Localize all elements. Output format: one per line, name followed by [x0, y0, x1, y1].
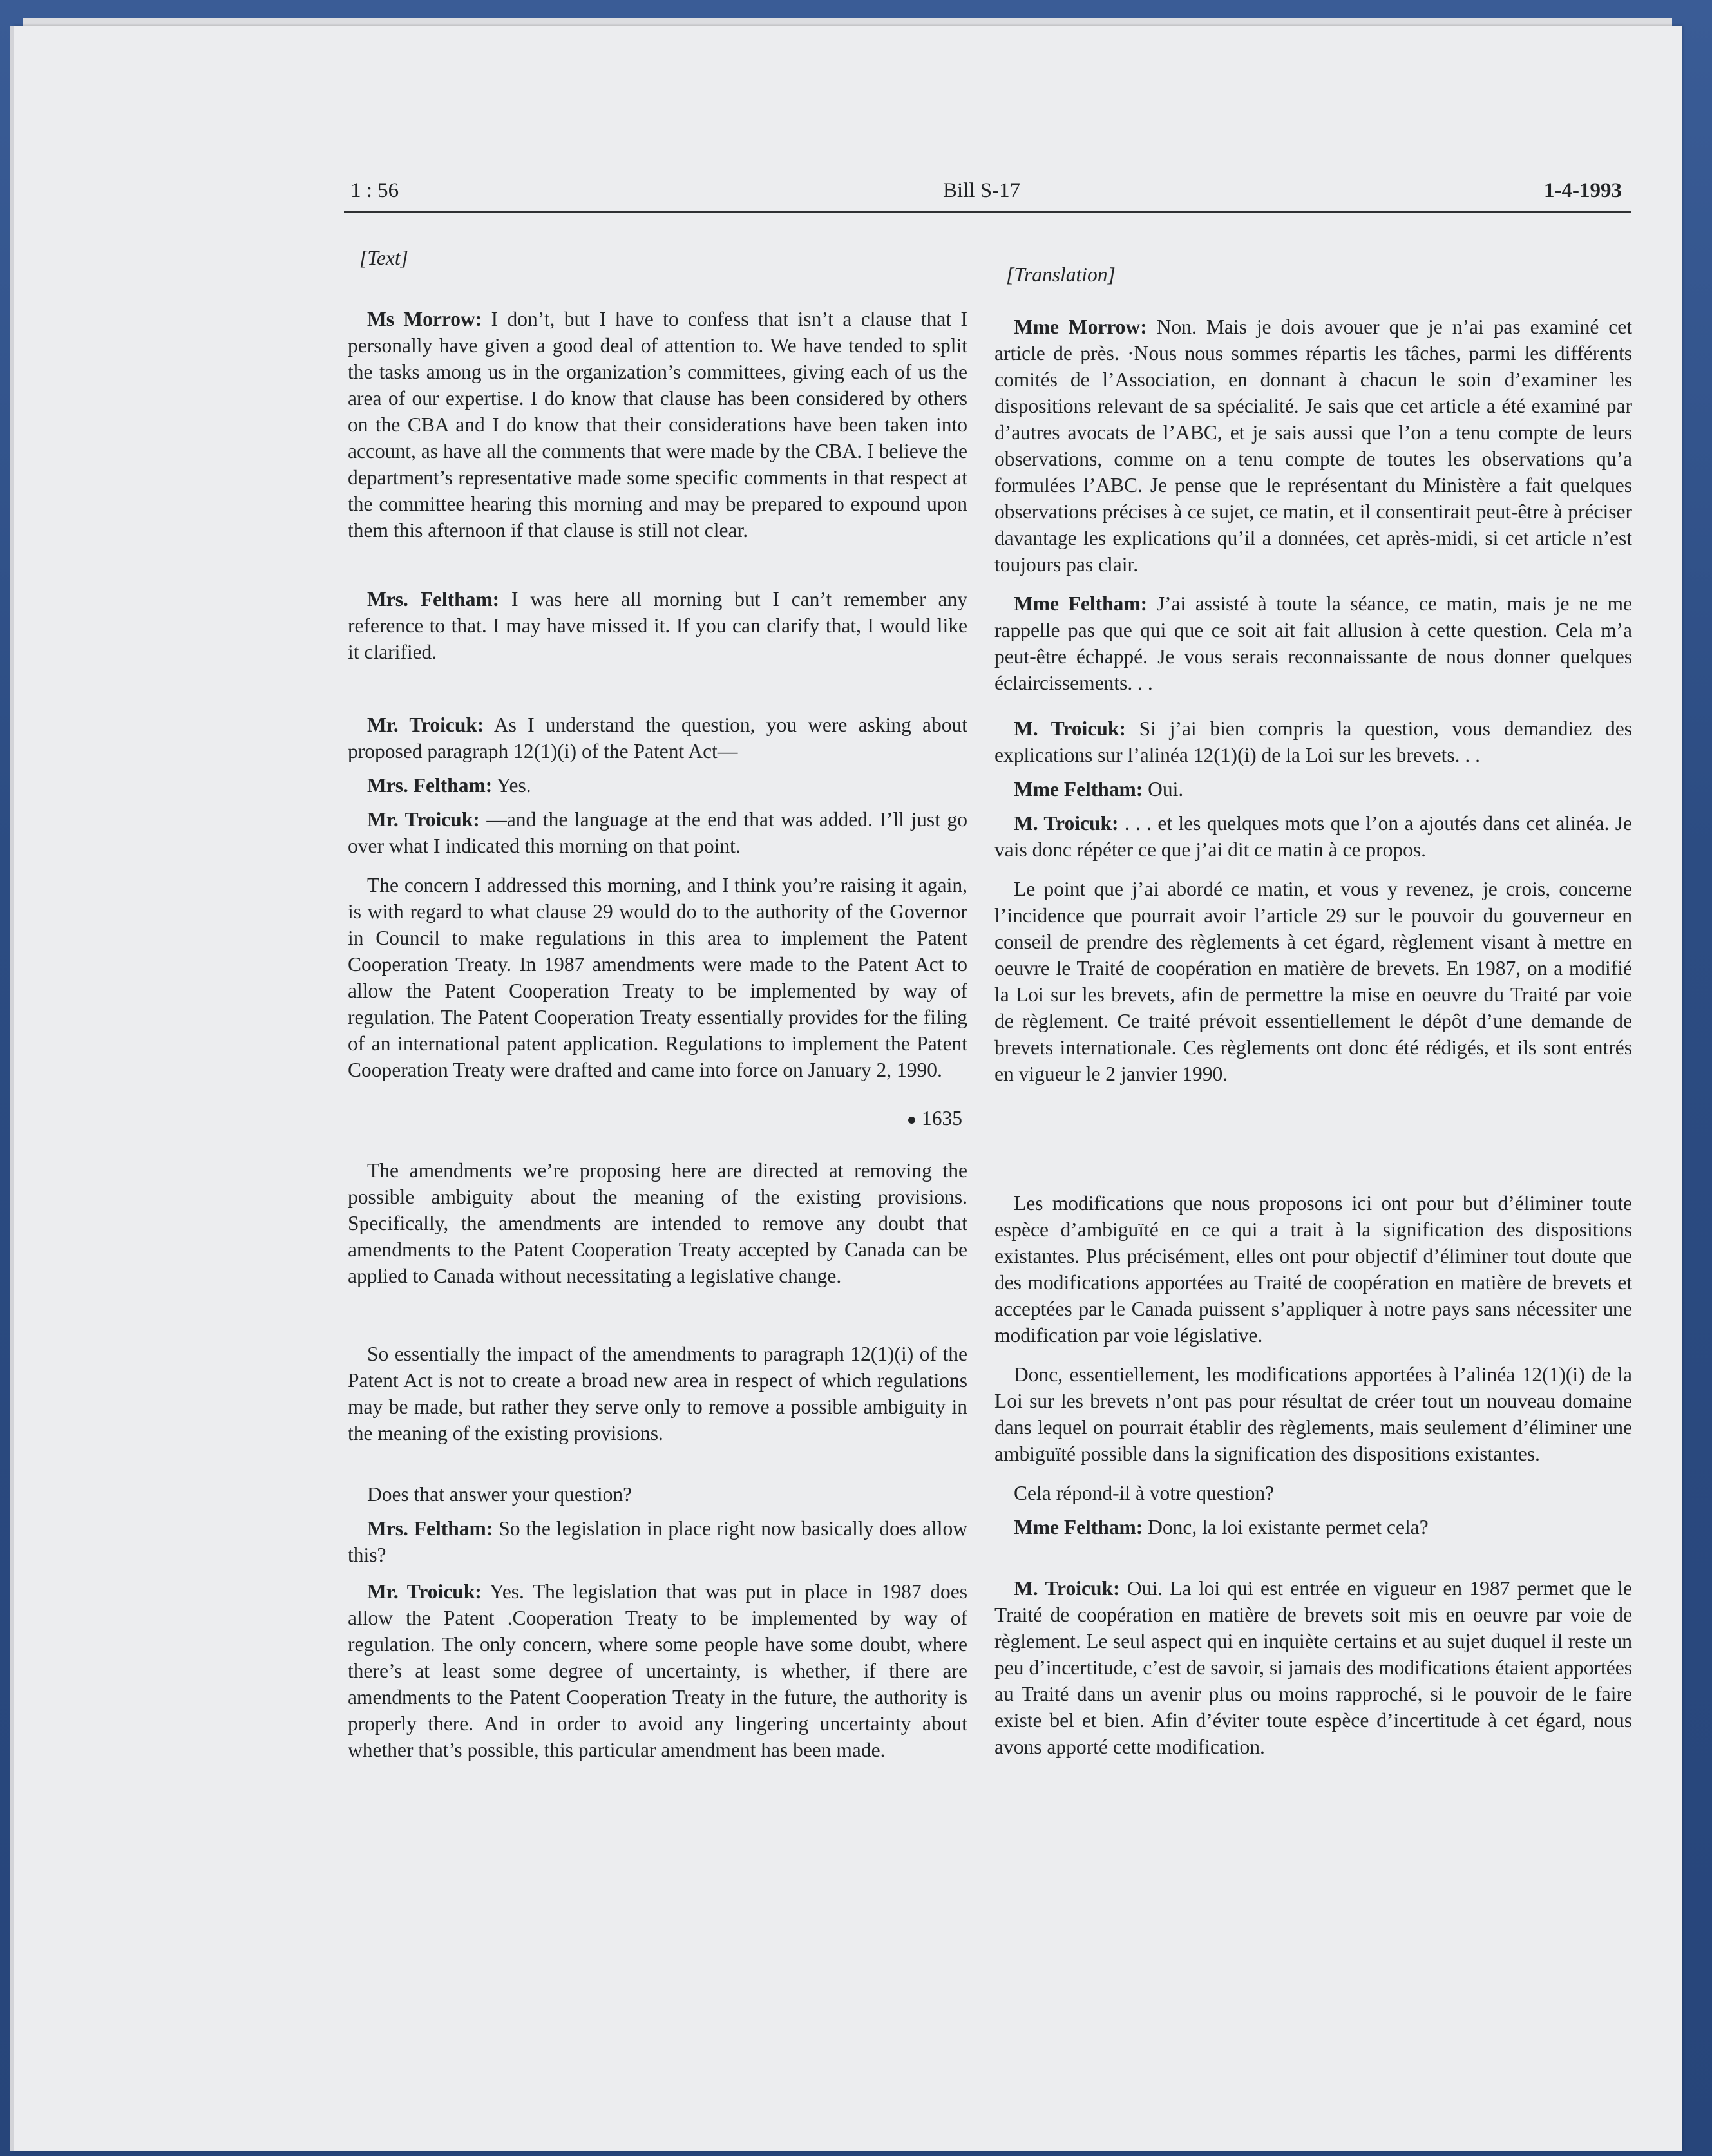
speech-text: . . . et les quelques mots que l’on a ajoutés dans cet alinéa. Je vais donc répéter ce que j’ai dit ce matin à ce propos.	[994, 812, 1632, 861]
paragraph	[994, 591, 1632, 696]
speaker-name: Mme Feltham:	[1014, 1516, 1143, 1538]
paragraph	[348, 306, 967, 544]
speech-text: Les modifications que nous proposons ici ont pour but d’éliminer toute espèce d’ambiguïté en ce qui a trait à la signification des dispositions existantes. Plus précisément, elles ont pour objectif d’éliminer tout doute que des modifications apportées au Traité de coopération en matière de brevets et acceptées par le Canada puissent s’appliquer à notre pays sans nécessiter une modification par voie législative.	[994, 1192, 1632, 1347]
speech-text: Le point que j’ai abordé ce matin, et vous y revenez, je crois, concerne l’incidence que pourrait avoir l’article 29 sur le pouvoir du gouverneur en conseil de prendre des règlements à cet égard, règlement visant à mettre en oeuvre le Traité de coopération en matière de brevets. En 1987, on a modifié la Loi sur les brevets, afin de permettre la mise en oeuvre du Traité par voie de règlement. Ce traité prévoit essentiellement le dépôt d’une demande de brevets internationale. Ces règlements ont donc été rédigés, et ils sont entrés en vigueur le 2 janvier 1990.	[994, 878, 1632, 1085]
speech-text: J’ai assisté à toute la séance, ce matin, mais je ne me rappelle pas que qui que ce soit ait fait allusion à cette question. Cela m’a peut-être échappé. Je vous serais reconnaissante de nous donner quelques éclaircissements. . .	[994, 592, 1632, 694]
translation-label: [Translation]	[1006, 263, 1116, 286]
speech-text: Yes. The legislation that was put in place in 1987 does allow the Patent .Cooperation Treaty to be implemented by way of regulation. The only concern, where some people have some doubt, where there’s at least some degree of uncertainty, is whether, if there are amendments to the Patent Cooperation Treaty in the future, the authority is properly there. And in order to avoid any lingering uncertainty about whether that’s possible, this particular amendment has been made.	[348, 1580, 967, 1761]
paragraph	[348, 772, 967, 799]
paragraph	[348, 1341, 967, 1446]
text-label: [Text]	[359, 247, 408, 269]
document-page	[14, 26, 1682, 2151]
speech-text: The concern I addressed this morning, and I think you’re raising it again, is with regard to what clause 29 would do to the authority of the Governor in Council to make regulations in this area to implement the Patent Cooperation Treaty. In 1987 amendments were made to the Patent Act to allow the Patent Cooperation Treaty to be implemented by way of regulation. The Patent Cooperation Treaty essentially provides for the filing of an international patent application. Regulations to implement the Patent Cooperation Treaty were drafted and came into force on January 2, 1990.	[348, 874, 967, 1081]
speech-text: As I understand the question, you were asking about proposed paragraph 12(1)(i) of the Patent Act—	[348, 714, 967, 762]
paragraph	[348, 586, 967, 665]
speech-text: Yes.	[492, 774, 531, 797]
speech-text: So the legislation in place right now basically does allow this?	[348, 1517, 967, 1566]
speaker-name: Mrs. Feltham:	[367, 1517, 493, 1540]
speech-text: Oui. La loi qui est entrée en vigueur en 1987 permet que le Traité de coopération en matière de brevets soit mis en oeuvre par voie de règlement. Le seul aspect qui en inquiète certains et au sujet duquel il reste un peu d’incertitude, c’est de savoir, si jamais des modifications étaient apportées au Traité dans un avenir plus ou moins rapproché, si le pouvoir de le faire existe bel et bien. Afin d’éviter toute espèce d’incertitude à cet égard, nous avons apporté cette modification.	[994, 1577, 1633, 1758]
speech-text: So essentially the impact of the amendments to paragraph 12(1)(i) of the Patent Act is not to create a broad new area in respect of which regulations may be made, but rather they serve only to remove a possible ambiguity in the meaning of the existing provisions.	[348, 1343, 967, 1444]
paragraph	[994, 1575, 1632, 1760]
paragraph	[348, 1515, 967, 1568]
page-number: 1 : 56	[350, 179, 399, 202]
speaker-name: Mrs. Feltham:	[367, 774, 493, 797]
paragraph	[994, 776, 1632, 802]
speaker-name: M. Troicuk:	[1014, 717, 1126, 740]
speaker-name: Mrs. Feltham:	[367, 588, 500, 610]
speech-text: Non. Mais je dois avouer que je n’ai pas examiné cet article de près. ·Nous nous sommes répartis les tâches, parmi les différents comités de l’Association, en donnant à chacun le soin d’examiner les dispositions relevant de sa spécialité. Je sais que cet article a été examiné par d’autres avocats de l’ABC, et je sais aussi que l’on a tenu compte de leurs observations, comme on a tenu compte de toutes les observations qu’a formulées l’ABC. Je pense que le représentant du Ministère a fait quelques observations précises à ce sujet, ce matin, et il consentirait peut-être à préciser davantage les explications qu’il a données, cet après-midi, si cet article n’est toujours pas clair.	[994, 316, 1632, 576]
speech-text: Donc, essentiellement, les modifications apportées à l’alinéa 12(1)(i) de la Loi sur les brevets n’ont pas pour résultat de créer tout un nouveau domaine dans lequel on pourrait établir des règlements, mais seulement d’éliminer une ambiguïté possible dans la signification des dispositions existantes.	[994, 1363, 1632, 1465]
speech-text: —and the language at the end that was added. I’ll just go over what I indicated this morning on that point.	[348, 808, 967, 857]
time-marker	[348, 1105, 962, 1131]
paragraph	[994, 1514, 1632, 1540]
speech-text: Cela répond-il à votre question?	[1014, 1482, 1275, 1504]
speech-text: Si j’ai bien compris la question, vous demandiez des explications sur l’alinéa 12(1)(i) de la Loi sur les brevets. . .	[994, 717, 1632, 766]
speaker-name: Mr. Troicuk:	[367, 714, 484, 736]
speech-text: I don’t, but I have to confess that isn’t a clause that I personally have given a good deal of attention to. We have tended to split the tasks among us in the organization’s committees, giving each of us the area of our expertise. I do know that clause has been considered by others on the CBA and I do know that their considerations have been taken into account, as have all the comments that were made by the CBA. I believe the department’s representative made some specific comments in that respect at the committee hearing this morning and may be prepared to expound upon them this afternoon if that clause is still not clear.	[348, 308, 967, 542]
paragraph	[348, 712, 967, 764]
paragraph	[994, 1190, 1632, 1348]
speaker-name: Mr. Troicuk:	[367, 808, 480, 831]
paragraph	[994, 876, 1632, 1087]
paragraph	[348, 1157, 967, 1289]
speech-text: The amendments we’re proposing here are directed at removing the possible ambiguity about the meaning of the existing provisions. Specifically, the amendments are intended to remove any doubt that amendments to the Patent Cooperation Treaty accepted by Canada can be applied to Canada without necessitating a legislative change.	[348, 1159, 967, 1287]
speaker-name: Mme Feltham:	[1014, 778, 1143, 800]
speaker-name: M. Troicuk:	[1014, 812, 1119, 835]
speaker-name: Mr. Troicuk:	[367, 1580, 482, 1603]
page-header	[344, 173, 1631, 213]
speaker-name: Mme Morrow:	[1014, 316, 1147, 338]
paragraph	[348, 1578, 967, 1763]
speaker-name: Mme Feltham:	[1014, 592, 1148, 615]
speech-text: Does that answer your question?	[367, 1483, 632, 1506]
bill-title: Bill S-17	[943, 179, 1021, 202]
paragraph	[994, 810, 1632, 863]
paragraph	[994, 1361, 1632, 1467]
time-marker-value: 1635	[922, 1107, 962, 1130]
speaker-name: M. Troicuk:	[1014, 1577, 1120, 1600]
english-column	[348, 245, 967, 1790]
speech-text: I was here all morning but I can’t remember any reference to that. I may have missed it. If you can clarify that, I would like it clarified.	[348, 588, 967, 663]
french-column	[994, 261, 1632, 1787]
paragraph	[348, 1481, 967, 1508]
sitting-date: 1-4-1993	[1544, 179, 1622, 202]
paragraph	[994, 314, 1632, 578]
paragraph	[348, 872, 967, 1083]
speech-text: Oui.	[1143, 778, 1184, 800]
paragraph	[994, 1480, 1632, 1506]
paragraph	[994, 715, 1632, 768]
speech-text: Donc, la loi existante permet cela?	[1143, 1516, 1429, 1538]
paragraph	[348, 806, 967, 859]
speaker-name: Ms Morrow:	[367, 308, 482, 330]
bullet-dot-icon	[908, 1117, 915, 1124]
